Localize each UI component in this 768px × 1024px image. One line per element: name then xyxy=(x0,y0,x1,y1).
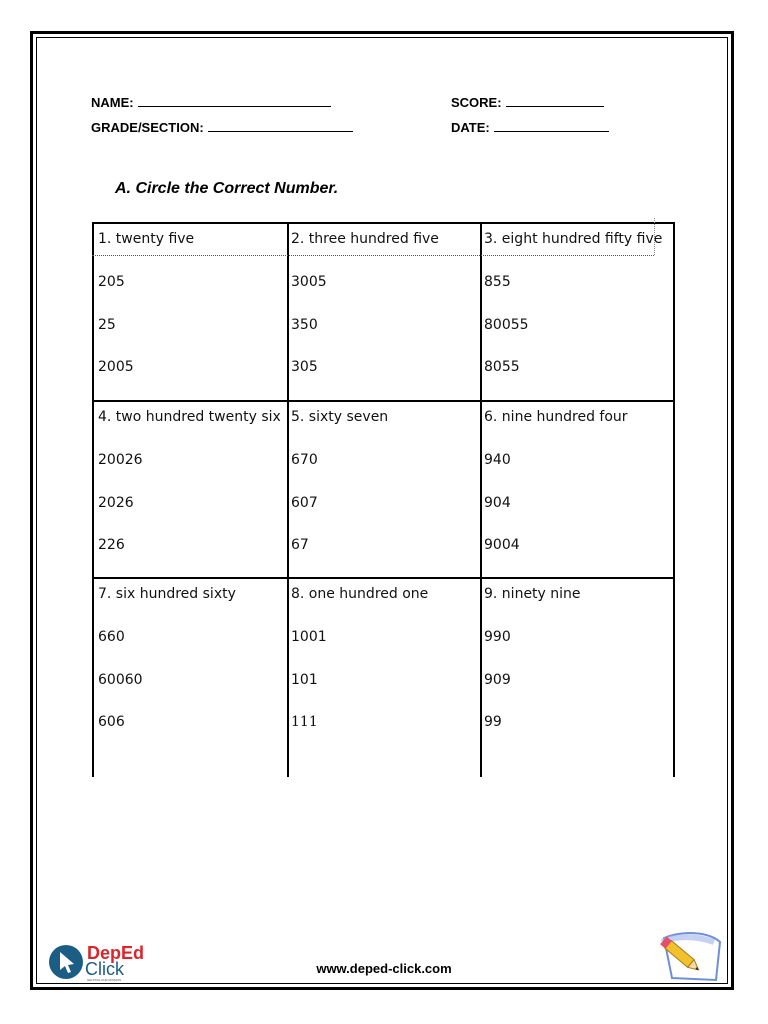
question-cell-7 xyxy=(98,585,236,731)
question-prompt: 7. six hundred sixty xyxy=(98,586,236,602)
answer-option[interactable]: 606 xyxy=(98,714,125,730)
answer-option[interactable]: 607 xyxy=(291,494,318,511)
grid-line xyxy=(287,222,289,777)
answer-option[interactable]: 3005 xyxy=(291,274,327,290)
name-label: NAME: xyxy=(91,95,134,110)
grid-line xyxy=(92,222,94,777)
grade-section-label: GRADE/SECTION: xyxy=(91,120,204,135)
answer-option[interactable]: 990 xyxy=(484,629,511,645)
question-prompt: 4. two hundred twenty six xyxy=(98,409,281,425)
question-prompt: 6. nine hundred four xyxy=(484,409,628,425)
score-field xyxy=(451,94,604,110)
date-field xyxy=(451,119,609,135)
question-prompt: 8. one hundred one xyxy=(291,586,429,602)
name-field xyxy=(91,94,331,110)
answer-option[interactable]: 80055 xyxy=(484,316,529,333)
grid-line xyxy=(480,222,482,777)
grid-line xyxy=(673,222,675,777)
question-cell-5 xyxy=(291,408,388,554)
date-blank[interactable] xyxy=(494,119,609,132)
answer-option[interactable]: 855 xyxy=(484,274,511,290)
answer-option[interactable]: 904 xyxy=(484,494,511,511)
answer-option[interactable]: 1001 xyxy=(291,629,327,645)
answer-option[interactable]: 8055 xyxy=(484,359,520,375)
question-cell-3 xyxy=(484,230,662,376)
grade-section-field xyxy=(91,119,353,135)
answer-option[interactable]: 20026 xyxy=(98,452,143,468)
grid-line xyxy=(92,222,675,224)
answer-option[interactable]: 940 xyxy=(484,452,511,468)
logo-text-click: Click xyxy=(85,959,124,979)
answer-option[interactable]: 111 xyxy=(291,714,318,730)
grid-line xyxy=(92,400,675,402)
question-cell-9 xyxy=(484,585,581,731)
question-cell-2 xyxy=(291,230,439,376)
question-cell-4 xyxy=(98,408,281,554)
score-blank[interactable] xyxy=(506,94,604,107)
name-blank[interactable] xyxy=(138,94,331,107)
answer-option[interactable]: 909 xyxy=(484,671,511,688)
score-label: SCORE: xyxy=(451,95,502,110)
grid-line xyxy=(92,577,675,579)
answer-option[interactable]: 305 xyxy=(291,359,318,375)
answer-option[interactable]: 9004 xyxy=(484,537,520,553)
question-prompt: 5. sixty seven xyxy=(291,409,389,425)
answer-option[interactable]: 670 xyxy=(291,452,318,468)
question-cell-6 xyxy=(484,408,628,554)
answer-option[interactable]: 99 xyxy=(484,714,502,730)
answer-option[interactable]: 60060 xyxy=(98,671,143,688)
section-title: A. Circle the Correct Number. xyxy=(115,180,339,197)
footer-url[interactable]: www.deped-click.com xyxy=(316,961,452,976)
logo-tagline: HELPING OUR MISSION xyxy=(87,978,122,982)
answer-option[interactable]: 226 xyxy=(98,537,125,553)
question-prompt: 3. eight hundred fifty five xyxy=(484,231,663,247)
date-label: DATE: xyxy=(451,120,490,135)
answer-option[interactable]: 660 xyxy=(98,629,125,645)
pencil-paper-icon xyxy=(654,930,724,982)
answer-option[interactable]: 205 xyxy=(98,274,125,290)
answer-option[interactable]: 101 xyxy=(291,671,318,688)
answer-option[interactable]: 25 xyxy=(98,316,116,333)
question-cell-1 xyxy=(98,230,194,376)
logo-text-deped: DepEd xyxy=(87,943,145,963)
question-prompt: 1. twenty five xyxy=(98,231,195,247)
question-cell-8 xyxy=(291,585,428,731)
grade-section-blank[interactable] xyxy=(208,119,353,132)
answer-option[interactable]: 67 xyxy=(291,537,309,553)
question-prompt: 9. ninety nine xyxy=(484,586,581,602)
answer-option[interactable]: 2026 xyxy=(98,494,134,511)
answer-option[interactable]: 350 xyxy=(291,316,318,333)
question-prompt: 2. three hundred five xyxy=(291,231,439,247)
answer-option[interactable]: 2005 xyxy=(98,359,134,375)
